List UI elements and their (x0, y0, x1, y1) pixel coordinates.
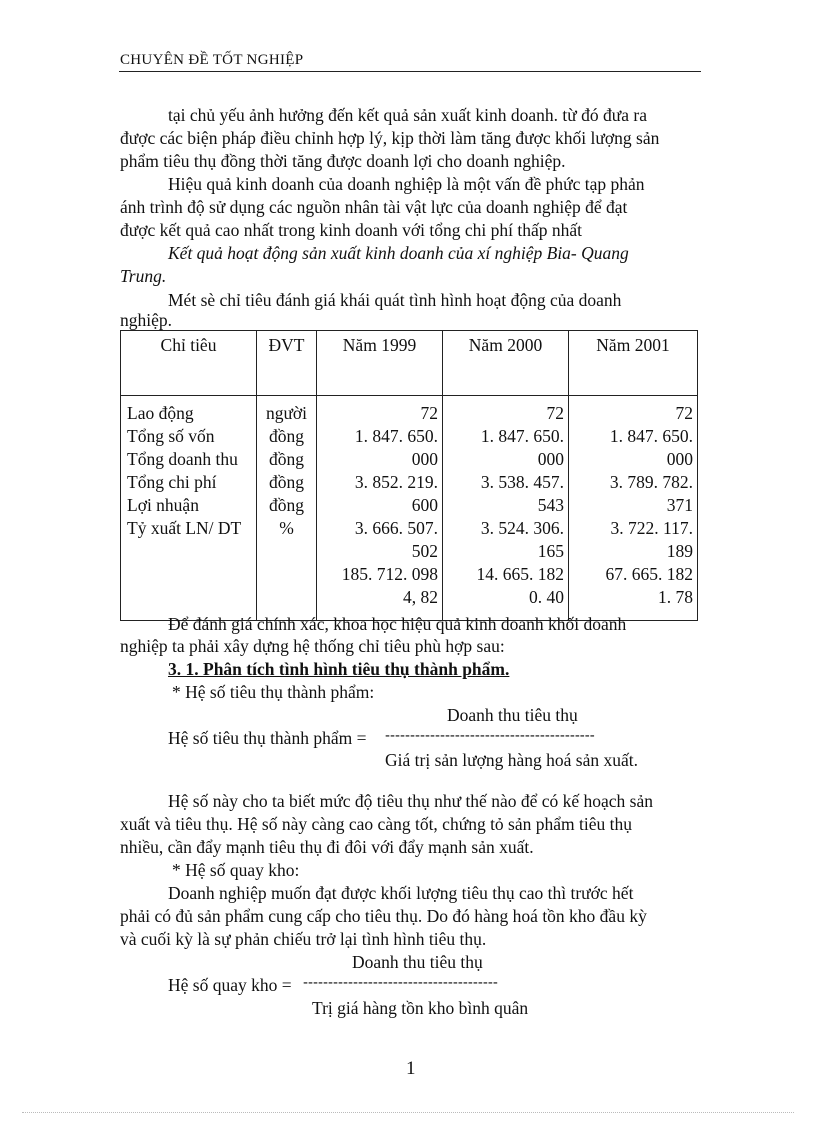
unit: % (279, 518, 294, 538)
italic-line-2: Trung. (120, 266, 167, 286)
indicators-cell (121, 396, 257, 621)
indicator: Lợi nhuận (127, 495, 199, 515)
indicator: Lao động (127, 403, 194, 423)
values-1999-cell (317, 396, 443, 621)
value: 543 (537, 495, 564, 515)
header-2001: Năm 2001 (569, 331, 698, 396)
unit: đồng (269, 472, 304, 492)
value: 185. 712. 098 (341, 564, 438, 584)
value: 600 (411, 495, 438, 515)
unit: đồng (269, 495, 304, 515)
header-rule (119, 71, 701, 72)
table-row (121, 396, 698, 621)
unit: đồng (269, 426, 304, 446)
para1-line-2: được các biện pháp điều chỉnh hợp lý, kịp thời làm tăng được khối lượng sản (120, 128, 660, 148)
value: 371 (666, 495, 693, 515)
value: 1. 847. 650. (354, 426, 438, 446)
value: 3. 524. 306. (480, 518, 564, 538)
formula1-numerator: Doanh thu tiêu thụ (447, 705, 578, 725)
value: 3. 852. 219. (354, 472, 438, 492)
formula2-denominator: Trị giá hàng tồn kho bình quân (312, 998, 529, 1018)
results-table (120, 330, 698, 621)
running-header: CHUYÊN ĐỀ TỐT NGHIỆP (120, 52, 304, 68)
section-heading: 3. 1. Phân tích tình hình tiêu thụ thành phẩm. (168, 659, 510, 679)
units-cell (257, 396, 317, 621)
indicator: Tổng doanh thu (127, 449, 238, 469)
value: 000 (666, 449, 693, 469)
para6-line-3: và cuối kỳ là sự phản chiếu trở lại tình hình tiêu thụ. (120, 929, 487, 949)
value: 0. 40 (529, 587, 564, 607)
formula2-fraction-line: --------------------------------------- (303, 974, 498, 991)
para4-line-1: Để đánh giá chính xác, khoa học hiệu quả kinh doanh khối doanh (168, 614, 627, 634)
para3-line-1: Mét sè chỉ tiêu đánh giá khái quát tình hình hoạt động của doanh (168, 290, 622, 310)
value: 72 (675, 403, 693, 423)
indicator: Tỷ xuất LN/ DT (127, 518, 242, 538)
values-2001-cell (569, 396, 698, 621)
value: 1. 847. 650. (609, 426, 693, 446)
para1-line-1: tại chủ yếu ảnh hưởng đến kết quả sản xuất kinh doanh. từ đó đưa ra (168, 105, 647, 125)
value: 3. 789. 782. (609, 472, 693, 492)
formula1-denominator: Giá trị sản lượng hàng hoá sản xuất. (385, 750, 638, 770)
para3-line-2: nghiệp. (120, 310, 173, 330)
page-bottom-divider (22, 1112, 794, 1113)
value: 3. 538. 457. (480, 472, 564, 492)
value: 72 (546, 403, 564, 423)
value: 502 (411, 541, 438, 561)
value: 14. 665. 182 (476, 564, 564, 584)
value: 1. 847. 650. (480, 426, 564, 446)
subheading-1: * Hệ số tiêu thụ thành phẩm: (172, 682, 375, 702)
value: 000 (537, 449, 564, 469)
indicator: Tổng số vốn (127, 426, 215, 446)
para5-line-2: xuất và tiêu thụ. Hệ số này càng cao càng tốt, chứng tỏ sản phẩm tiêu thụ (120, 814, 632, 834)
para2-line-1: Hiệu quả kinh doanh của doanh nghiệp là một vấn đề phức tạp phản (168, 174, 645, 194)
value: 3. 666. 507. (354, 518, 438, 538)
para2-line-2: ánh trình độ sử dụng các nguồn nhân tài vật lực của doanh nghiệp để đạt (120, 197, 628, 217)
value: 189 (666, 541, 693, 561)
table-header-row (121, 331, 698, 396)
header-1999: Năm 1999 (317, 331, 443, 396)
formula1-fraction-line: ------------------------------------------ (385, 727, 595, 744)
value: 4, 82 (403, 587, 438, 607)
value: 3. 722. 117. (610, 518, 693, 538)
unit: người (265, 403, 308, 423)
header-dvt: ĐVT (257, 331, 317, 396)
value: 165 (537, 541, 564, 561)
formula2-lhs: Hệ số quay kho = (168, 975, 292, 995)
unit: đồng (269, 449, 304, 469)
value: 1. 78 (658, 587, 693, 607)
para5-line-1: Hệ số này cho ta biết mức độ tiêu thụ như thế nào để có kế hoạch sản (168, 791, 654, 811)
header-chi-tieu: Chỉ tiêu (121, 331, 257, 396)
value: 000 (411, 449, 438, 469)
indicator: Tổng chi phí (127, 472, 217, 492)
formula2-numerator: Doanh thu tiêu thụ (352, 952, 483, 972)
values-2000-cell (443, 396, 569, 621)
para4-line-2: nghiệp ta phải xây dựng hệ thống chỉ tiêu phù hợp sau: (120, 636, 505, 656)
para1-line-3: phẩm tiêu thụ đồng thời tăng được doanh lợi cho doanh nghiệp. (120, 151, 566, 171)
value: 67. 665. 182 (605, 564, 693, 584)
para5-line-3: nhiều, cần đẩy mạnh tiêu thụ đi đôi với đẩy mạnh sản xuất. (120, 837, 534, 857)
italic-line-1: Kết quả hoạt động sản xuất kinh doanh của xí nghiệp Bia- Quang (168, 243, 629, 263)
page-number: 1 (406, 1058, 416, 1079)
para6-line-1: Doanh nghiệp muốn đạt được khối lượng tiêu thụ cao thì trước hết (168, 883, 634, 903)
value: 72 (420, 403, 438, 423)
subheading-2: * Hệ số quay kho: (172, 860, 300, 880)
formula1-lhs: Hệ số tiêu thụ thành phẩm = (168, 728, 367, 748)
para2-line-3: được kết quả cao nhất trong kinh doanh với tổng chi phí thấp nhất (120, 220, 582, 240)
para6-line-2: phải có đủ sản phẩm cung cấp cho tiêu thụ. Do đó hàng hoá tồn kho đầu kỳ (120, 906, 647, 926)
header-2000: Năm 2000 (443, 331, 569, 396)
